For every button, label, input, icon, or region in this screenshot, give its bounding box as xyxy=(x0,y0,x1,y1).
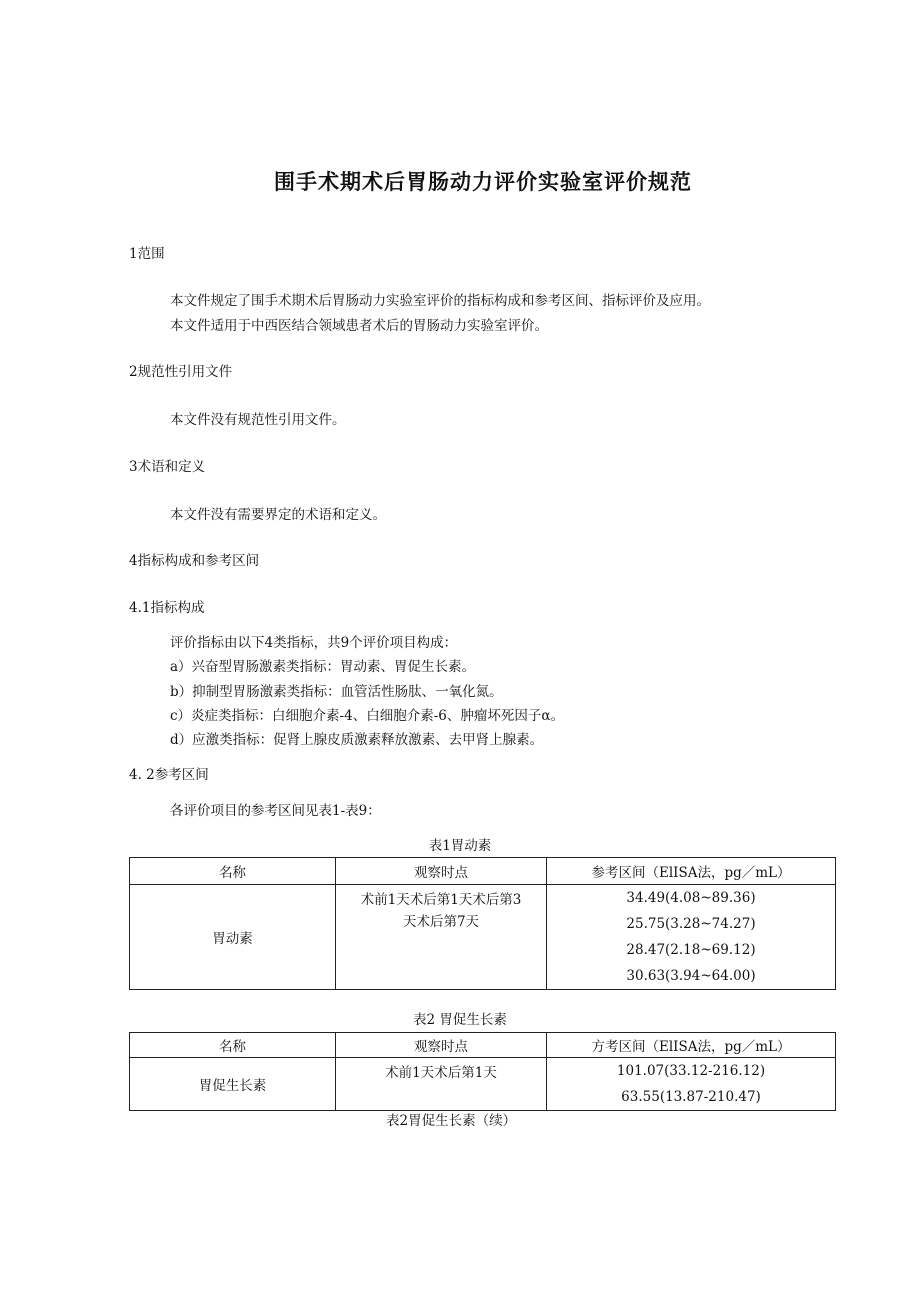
document-title: 围手术期术后胃肠动力评价实验室评价规范 xyxy=(274,170,692,194)
section-4-2-heading: 4. 2参考区间 xyxy=(129,767,209,783)
section-4-1-heading: 4.1指标构成 xyxy=(129,600,205,616)
table-1-timepoint-line-1: 术前1天术后第1天术后第3 xyxy=(360,892,522,908)
table-1-header-row xyxy=(130,858,836,885)
table-2-caption: 表2 胃促生长素 xyxy=(413,1012,507,1028)
table-2 xyxy=(129,1032,836,1111)
section-1-paragraph-1: 本文件规定了围手术期术后胃肠动力实验室评价的指标构成和参考区间、指标评价及应用。 xyxy=(170,293,710,309)
table-1-value-1: 34.49(4.08~89.36) xyxy=(626,890,756,906)
list-item-c: c）炎症类指标：白细胞介素-4、白细胞介素-6、肿瘤坏死因子α。 xyxy=(170,708,564,724)
table-1-timepoint-cell xyxy=(336,885,547,990)
table-2-header-reference: 方考区间（ElISA法，pg／mL） xyxy=(547,1033,836,1058)
table-1 xyxy=(129,857,836,990)
table-row xyxy=(130,1058,836,1111)
table-1-values-cell xyxy=(547,885,836,990)
table-1-name-cell: 胃动素 xyxy=(130,885,336,990)
table-1-header-reference: 参考区间（ElISA法，pg／mL） xyxy=(547,858,836,885)
table-2-value-1: 101.07(33.12-216.12) xyxy=(616,1063,766,1079)
table-2-timepoint-line-1: 术前1天术后第1天 xyxy=(385,1065,497,1081)
table-2-timepoint-cell xyxy=(336,1058,547,1111)
list-item-d: d）应激类指标：促肾上腺皮质激素释放激素、去甲肾上腺素。 xyxy=(170,732,544,748)
table-1-value-2: 25.75(3.28~74.27) xyxy=(626,916,756,932)
table-1-value-3: 28.47(2.18~69.12) xyxy=(626,942,756,958)
section-3-paragraph: 本文件没有需要界定的术语和定义。 xyxy=(170,507,386,523)
section-2-heading: 2规范性引用文件 xyxy=(129,364,233,380)
table-2-values-cell xyxy=(547,1058,836,1111)
section-2-paragraph: 本文件没有规范性引用文件。 xyxy=(170,412,346,428)
table-2-header-name: 名称 xyxy=(130,1033,336,1058)
section-4-1-intro: 评价指标由以下4类指标，共9个评价项目构成： xyxy=(170,635,458,651)
table-2-header-timepoint: 观察时点 xyxy=(336,1033,547,1058)
table-2-continued-caption: 表2胃促生长素（续） xyxy=(386,1113,517,1129)
list-item-b: b）抑制型胃肠激素类指标：血管活性肠肽、一氧化氮。 xyxy=(170,684,503,700)
section-4-heading: 4指标构成和参考区间 xyxy=(129,553,260,569)
table-2-value-2: 63.55(13.87-210.47) xyxy=(621,1089,761,1105)
table-1-timepoint-line-2: 天术后第7天 xyxy=(402,914,480,930)
list-item-a: a）兴奋型胃肠激素类指标：胃动素、胃促生长素。 xyxy=(170,659,476,675)
section-4-2-paragraph: 各评价项目的参考区间见表1-表9： xyxy=(170,803,381,819)
table-1-header-timepoint: 观察时点 xyxy=(336,858,547,885)
table-1-value-4: 30.63(3.94~64.00) xyxy=(626,968,756,984)
section-1-heading: 1范围 xyxy=(129,246,165,262)
table-1-caption: 表1胃动素 xyxy=(428,838,492,854)
table-1-header-name: 名称 xyxy=(130,858,336,885)
section-1-paragraph-2: 本文件适用于中西医结合领域患者术后的胃肠动力实验室评价。 xyxy=(170,318,548,334)
table-2-header-row xyxy=(130,1033,836,1058)
table-2-name-cell: 胃促生长素 xyxy=(130,1058,336,1111)
section-3-heading: 3术语和定义 xyxy=(129,459,206,475)
table-row xyxy=(130,885,836,990)
